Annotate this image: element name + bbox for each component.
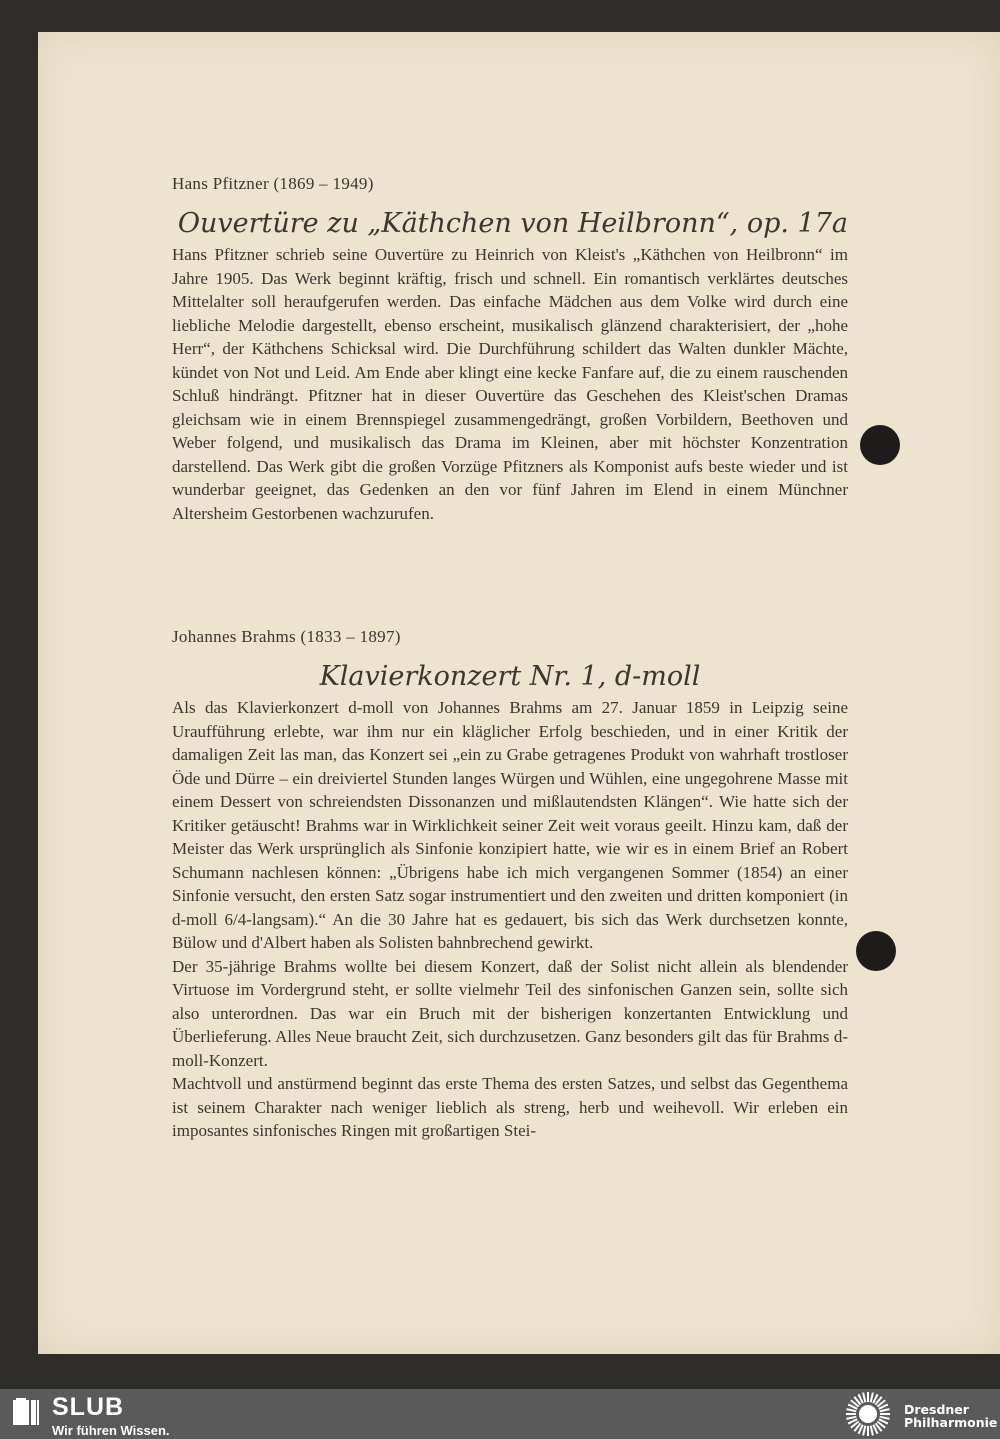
- body-paragraph: Hans Pfitzner schrieb seine Ouvertüre zu Heinrich von Kleist's „Käthchen von Heilbronn“ im Jahre 1905. Das Werk beginnt kräftig, frisch und schnell. Ein romantisch verklärtes deutsches Mittelalter soll heraufgerufen werden. Das einfache Mädchen aus dem Volke wird durch eine liebliche Melodie dargestellt, ebenso erscheint, musikalisch glänzend charakterisiert, der „hohe Herr“, der Käthchens Schicksal wird. Die Durchführung schildert das Walten dunkler Mächte, kündet von Not und Leid. Am Ende aber klingt eine kecke Fanfare auf, die zu einem rauschenden Schluß hindrängt. Pfitzner hat in dieser Ouvertüre das Geschehen des Kleist'schen Dramas gleichsam wie in einem Brennspiegel zusammengedrängt, großen Vorbildern, Beethoven und Weber folgend, und musikalisch das Drama im Kleinen, aber mit höchster Konzentration darstellend. Das Werk gibt die großen Vorzüge Pfitzners als Komponist aufs beste wieder und ist wunderbar geeignet, das Gedenken an den vor fünf Jahren im Elend in einem Münchner Altersheim Gestorbenen wachzurufen.: [172, 245, 848, 523]
- sunburst-ray: [847, 1417, 857, 1419]
- slub-logo-text[interactable]: SLUB: [52, 1393, 125, 1421]
- sunburst-ray: [880, 1409, 890, 1411]
- sunburst-ray: [863, 1393, 865, 1403]
- work-title: Ouvertüre zu „Käthchen von Heilbronn“, op. 17a: [177, 208, 848, 239]
- punch-hole-bottom: [856, 931, 896, 971]
- section-pfitzner: [172, 174, 848, 525]
- body-paragraph: Der 35-jährige Brahms wollte bei diesem Konzert, daß der Solist nicht allein als blendender Virtuose im Vordergrund steht, er sollte vielmehr Teil des sinfonischen Ganzen sein, sollte sich also unterordnen. Das war ein Bruch mit der bisherigen konzertanten Entwicklung und Überlieferung. Alles Neue braucht Zeit, sich durchzusetzen. Ganz besonders gilt das für Brahms d-moll-Konzert.: [172, 956, 848, 1070]
- sunburst-ray: [871, 1426, 873, 1436]
- body-paragraph: Machtvoll und anstürmend beginnt das erste Thema des ersten Satzes, und selbst das Gegenthema ist seinem Charakter nach weniger lieblich als streng, herb und weihevoll. Wir erleben ein imposantes sinfonisches Ringen mit großartigen Stei-: [172, 1074, 848, 1140]
- sunburst-ray: [871, 1393, 873, 1403]
- sunburst-ray: [847, 1409, 857, 1411]
- work-title: Klavierkonzert Nr. 1, d-moll: [319, 661, 701, 692]
- sunburst-ray: [880, 1417, 890, 1419]
- sunburst-icon: [842, 1390, 894, 1438]
- composer-heading: Hans Pfitzner (1869 – 1949): [172, 174, 374, 193]
- composer-heading: Johannes Brahms (1833 – 1897): [172, 627, 401, 646]
- punch-hole-top: [860, 425, 900, 465]
- sunburst-ray: [863, 1426, 865, 1436]
- book-stack-icon: [12, 1397, 40, 1427]
- body-paragraph: Als das Klavierkonzert d-moll von Johannes Brahms am 27. Januar 1859 in Leipzig seine Uraufführung erlebte, war ihm nur ein kläglicher Erfolg beschieden, und in einer Kritik der damaligen Zeit las man, das Konzert sei „ein zu Grabe getragenes Produkt von wahrhaft trostloser Öde und Dürre – ein dreiviertel Stunden langes Würgen und Wühlen, eine ungegohrene Masse mit einem Dessert von schreiendsten Dissonanzen und mißlautendsten Klängen“. Wie hatte sich der Kritiker getäuscht! Brahms war in Wirklichkeit seiner Zeit weit voraus geeilt. Hinzu kam, daß der Meister das Werk ursprünglich als Sinfonie konzipiert hatte, wie wir es in einem Brief an Robert Schumann nachlesen können: „Übrigens habe ich mich vergangenen Sommer (1854) an einer Sinfonie versucht, den ersten Satz sogar instrumentiert und den zweiten und dritten komponiert (in d-moll 6/4-langsam).“ An die 30 Jahre hat es gedauert, bis sich das Werk durchsetzen konnte, Bülow und d'Albert haben als Solisten bahnbrechend gewirkt.: [172, 698, 848, 952]
- partner-name-line1: Dresdner: [904, 1402, 969, 1417]
- philharmonie-logo-text[interactable]: [904, 1403, 997, 1429]
- section-brahms: [172, 627, 848, 1143]
- partner-name-line2: Philharmonie: [904, 1415, 998, 1430]
- slub-slogan: Wir führen Wissen.: [52, 1423, 170, 1438]
- footer-bar: [0, 1389, 1000, 1439]
